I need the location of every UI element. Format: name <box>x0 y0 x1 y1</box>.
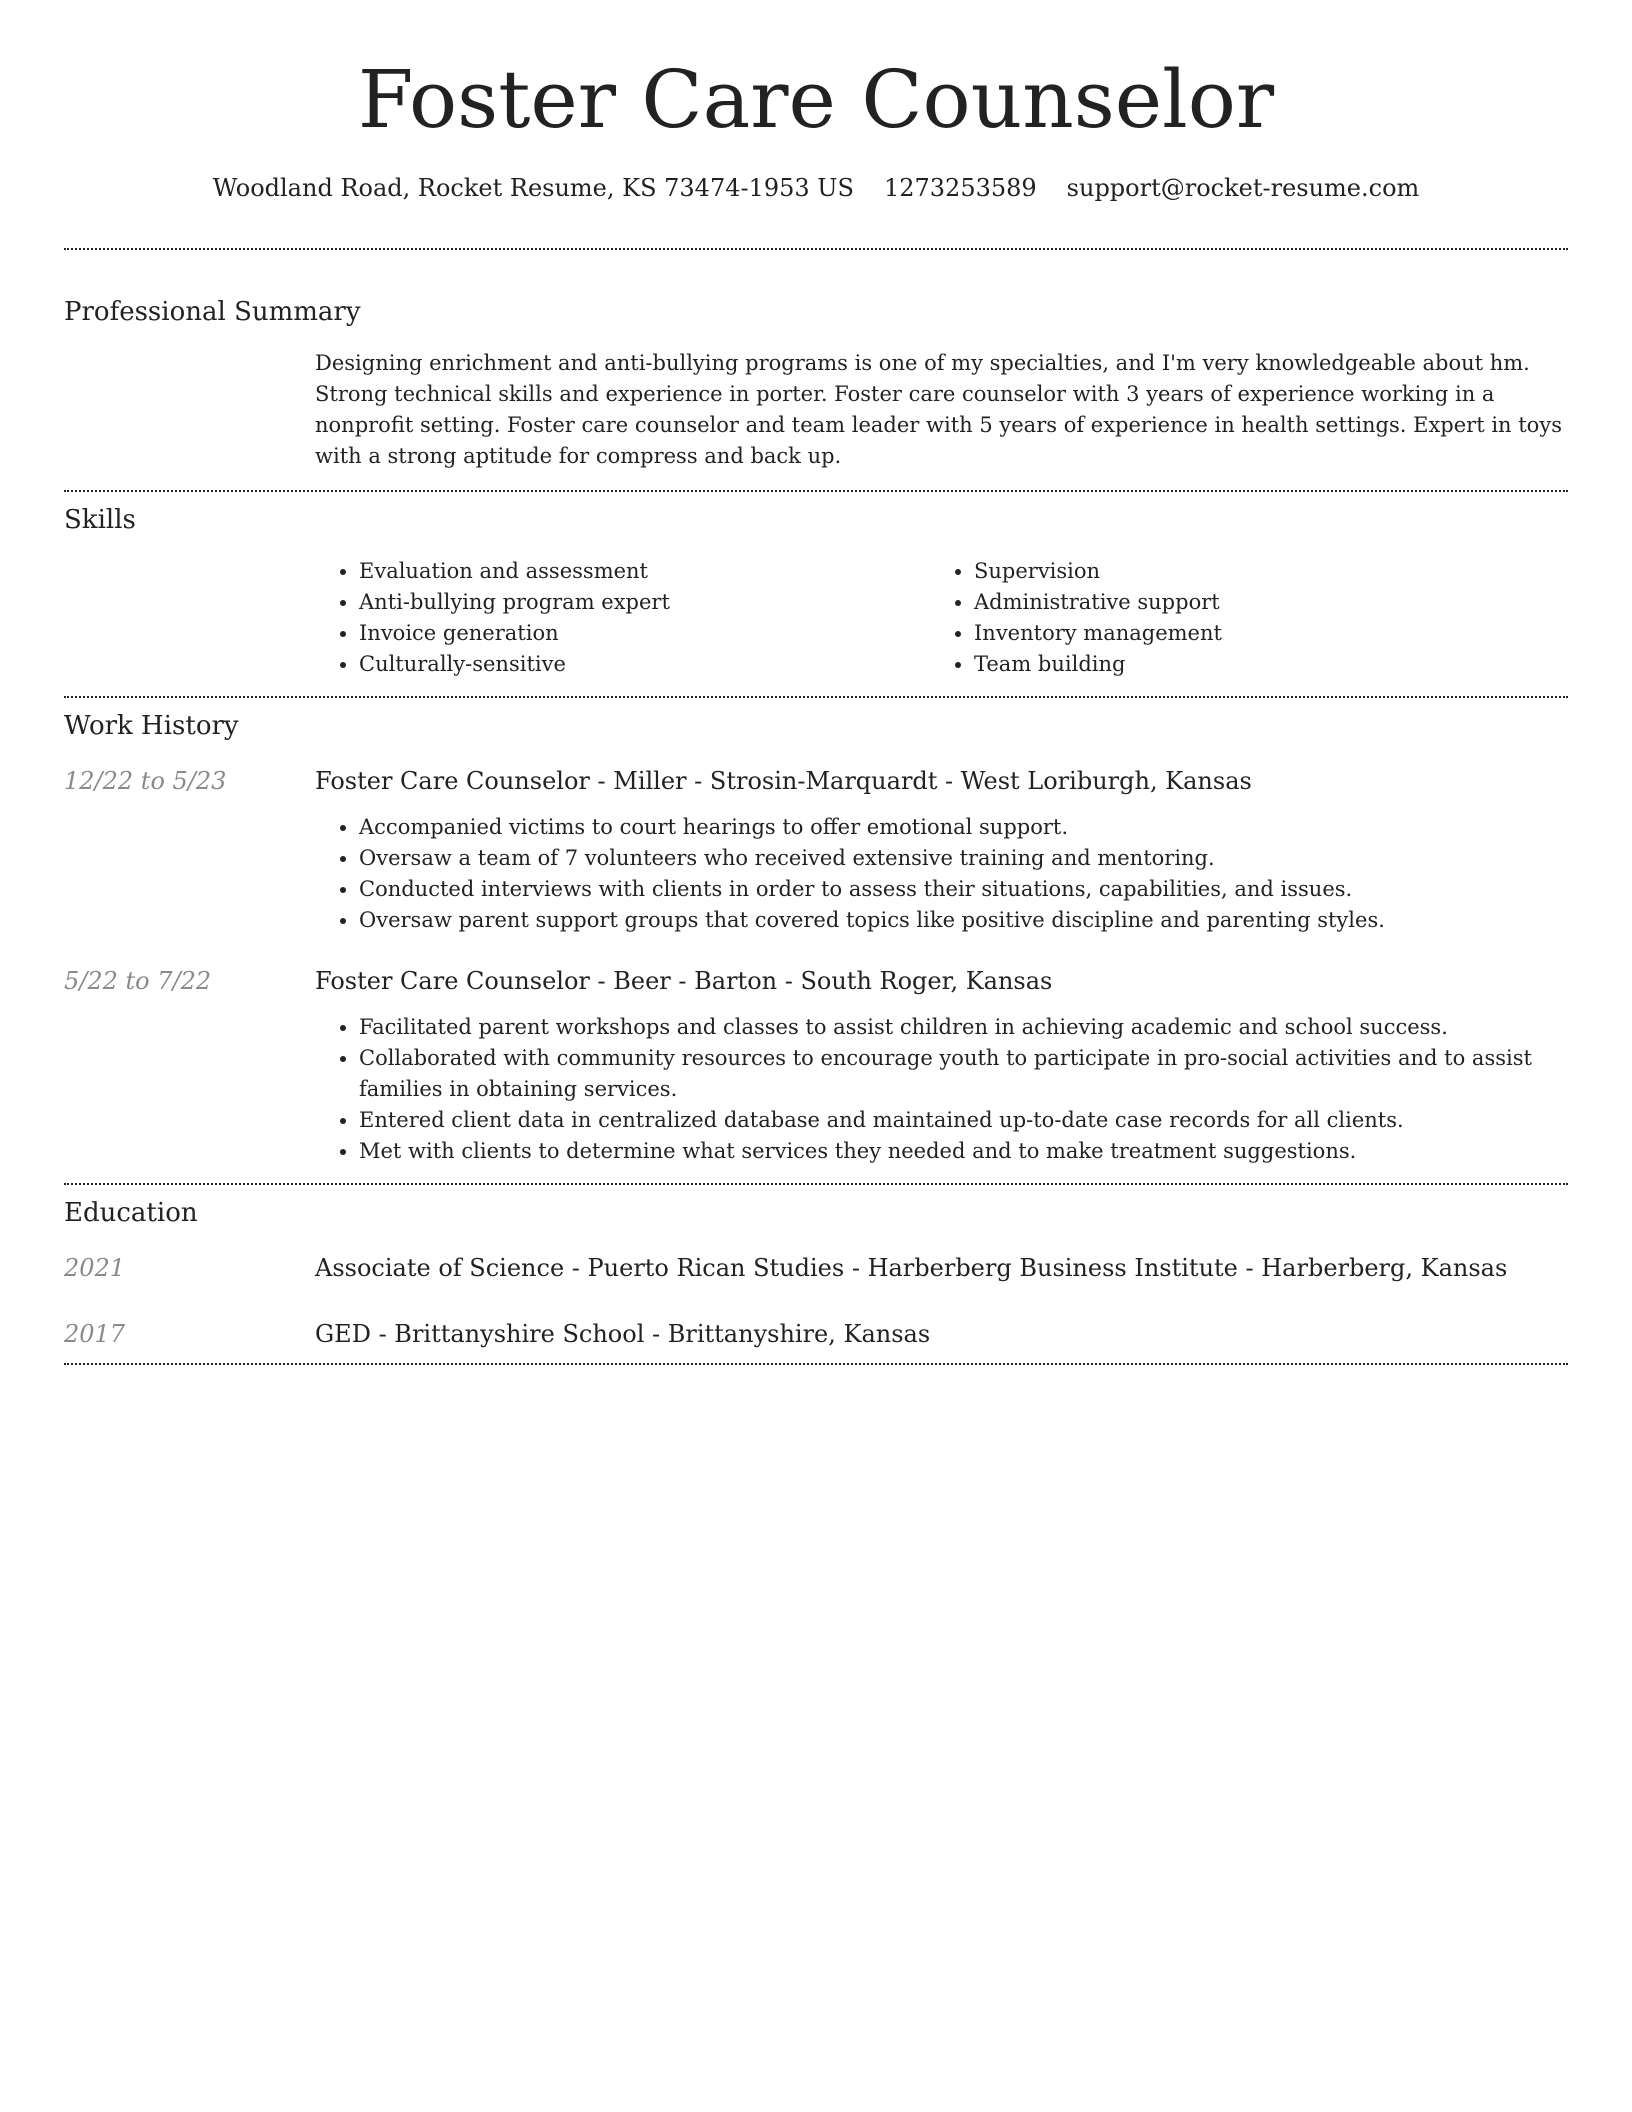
job-dates: 12/22 to 5/23 <box>64 767 227 795</box>
job-details <box>315 812 1568 936</box>
job-dates: 5/22 to 7/22 <box>64 967 212 995</box>
education-entry <box>64 1317 1568 1351</box>
education-year: 2017 <box>64 1320 126 1348</box>
skill-item: • Inventory management <box>974 618 1545 649</box>
skills-grid <box>315 556 1568 680</box>
skills-title: Skills <box>64 505 136 535</box>
job-entry <box>64 764 1568 936</box>
resume-header <box>64 0 1568 206</box>
job-bullet: • Entered client data in centralized database and maintained up-to-date case records for all clients. <box>359 1105 1568 1136</box>
summary-text: Designing enrichment and anti-bullying programs is one of my specialties, and I'm very knowledgeable about hm. Strong technical skills and experience in porter. Foster care counselor with 3 years of experience working in a nonprofit setting. Foster care counselor and team leader with 5 years of experience in health settings. Expert in toys with a strong aptitude for compress and back up. <box>315 351 1562 468</box>
skill-item: • Invoice generation <box>359 618 930 649</box>
skill-item: • Anti-bullying program expert <box>359 587 930 618</box>
job-bullet: • Collaborated with community resources to encourage youth to participate in pro-social activities and to assist families in obtaining services. <box>359 1043 1568 1105</box>
skills-left-column <box>315 556 930 680</box>
contact-address: Woodland Road, Rocket Resume, KS 73474-1953 US <box>212 174 854 202</box>
job-header <box>64 764 1568 798</box>
skill-item: • Team building <box>974 649 1545 680</box>
job-bullet: • Oversaw a team of 7 volunteers who received extensive training and mentoring. <box>359 843 1568 874</box>
education-detail: Associate of Science - Puerto Rican Studies - Harberberg Business Institute - Harberberg, Kansas <box>315 1254 1508 1282</box>
skill-item: • Supervision <box>974 556 1545 587</box>
work-history-section <box>64 698 1568 1183</box>
summary-section <box>64 250 1568 490</box>
job-bullets <box>315 1012 1568 1167</box>
skill-item: • Evaluation and assessment <box>359 556 930 587</box>
candidate-name: Foster Care Counselor <box>357 53 1275 146</box>
contact-line <box>64 170 1568 206</box>
education-detail: GED - Brittanyshire School - Brittanyshire, Kansas <box>315 1320 931 1348</box>
skill-item: • Culturally-sensitive <box>359 649 930 680</box>
job-title: Foster Care Counselor - Miller - Strosin-Marquardt - West Loriburgh, Kansas <box>315 767 1252 795</box>
work-history-title: Work History <box>64 711 239 741</box>
job-entry <box>64 964 1568 1167</box>
contact-phone: 1273253589 <box>883 174 1037 202</box>
job-bullet: • Met with clients to determine what services they needed and to make treatment suggestions. <box>359 1136 1568 1167</box>
education-section <box>64 1185 1568 1363</box>
skills-right-column <box>930 556 1545 680</box>
education-entry <box>64 1251 1568 1285</box>
skills-content <box>315 556 1568 680</box>
skills-section <box>64 492 1568 696</box>
job-bullet: • Facilitated parent workshops and classes to assist children in achieving academic and school success. <box>359 1012 1568 1043</box>
job-bullet: • Accompanied victims to court hearings to offer emotional support. <box>359 812 1568 843</box>
summary-title: Professional Summary <box>64 297 361 327</box>
job-bullet: • Conducted interviews with clients in order to assess their situations, capabilities, and issues. <box>359 874 1568 905</box>
section-divider <box>64 1363 1568 1365</box>
job-bullets <box>315 812 1568 936</box>
skill-item: • Administrative support <box>974 587 1545 618</box>
job-title: Foster Care Counselor - Beer - Barton - South Roger, Kansas <box>315 967 1053 995</box>
job-details <box>315 1012 1568 1167</box>
job-header <box>64 964 1568 998</box>
contact-email: support@rocket-resume.com <box>1066 174 1420 202</box>
education-title: Education <box>64 1198 198 1228</box>
summary-content <box>315 348 1568 472</box>
job-bullet: • Oversaw parent support groups that covered topics like positive discipline and parenting styles. <box>359 905 1568 936</box>
education-year: 2021 <box>64 1254 126 1282</box>
